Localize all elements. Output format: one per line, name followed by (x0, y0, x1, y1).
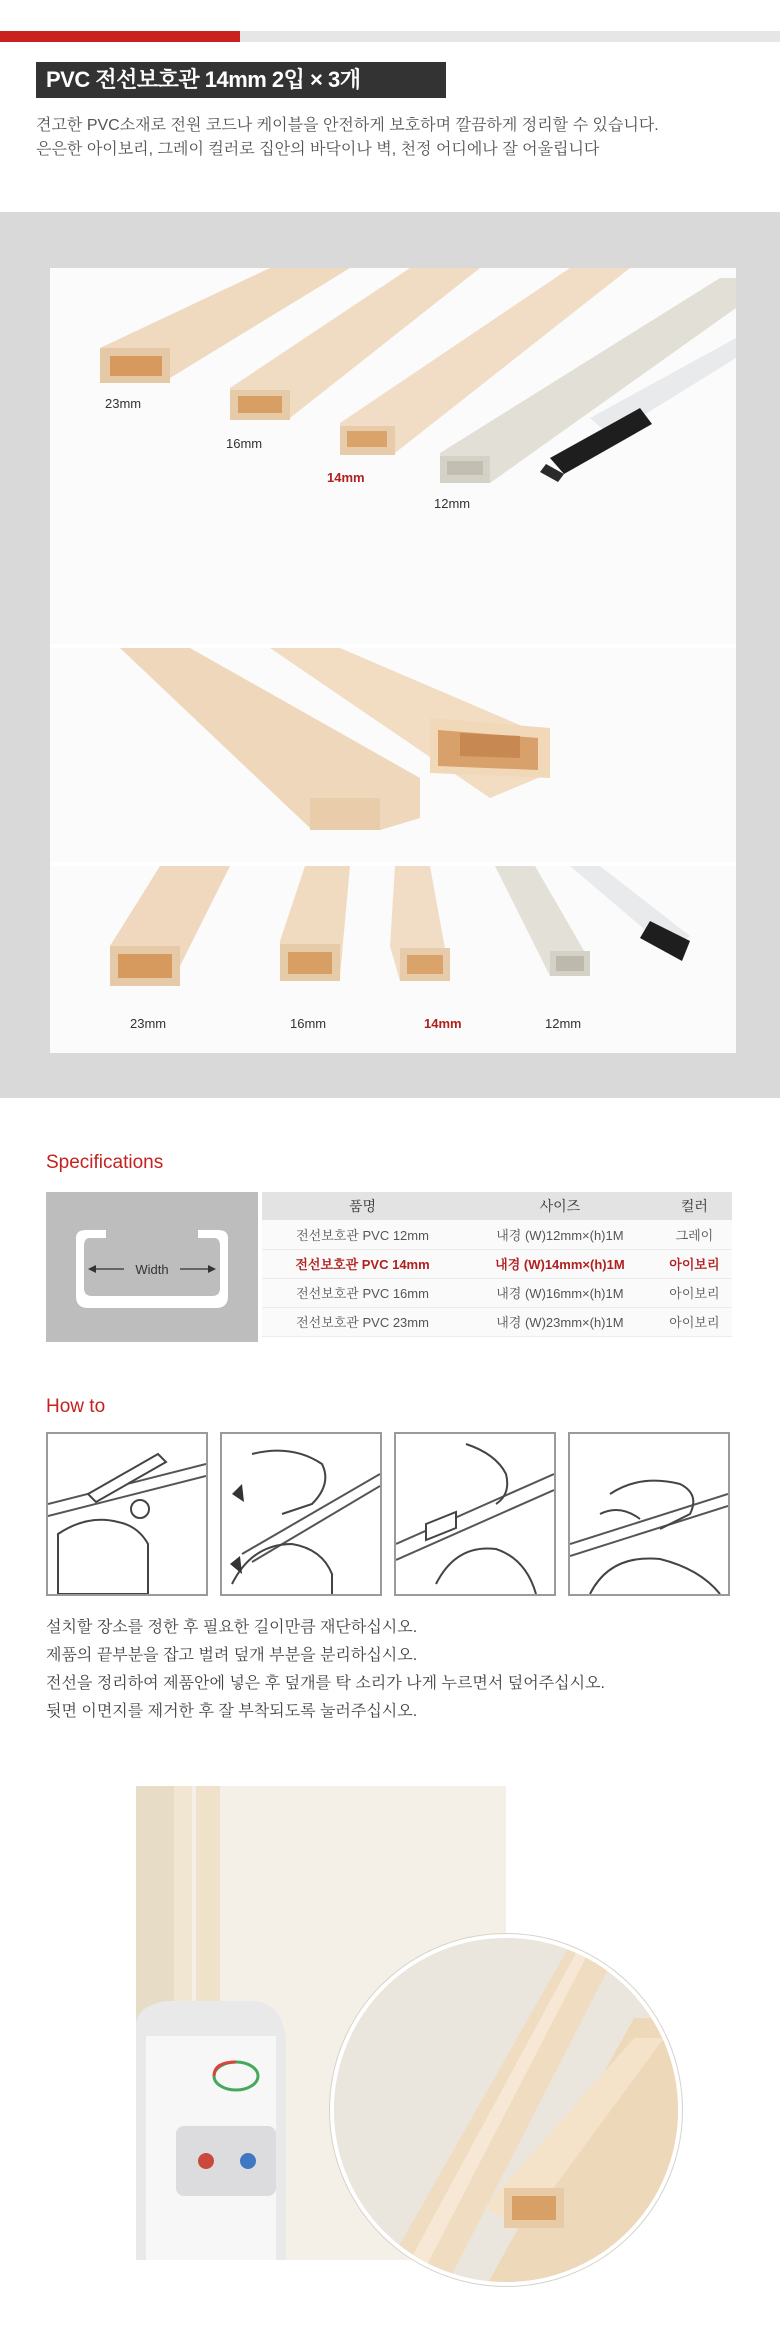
instruction-step-4: 뒷면 이면지를 제거한 후 잘 부착되도록 눌러주십시오. (46, 1703, 418, 1720)
step-4-illustration (568, 1432, 730, 1596)
size-label-16mm: 16mm (226, 436, 263, 451)
cell-color: 아이보리 (657, 1307, 732, 1336)
col-size: 사이즈 (463, 1192, 657, 1220)
gallery-panel-sizes (50, 268, 736, 644)
cell-color: 아이보리 (657, 1278, 732, 1307)
col-color: 컬러 (657, 1192, 732, 1220)
wiring-icon (396, 1434, 554, 1594)
width-diagram (46, 1192, 258, 1342)
top-accent-bar (0, 31, 780, 42)
howto-instructions (46, 1614, 746, 1726)
table-row (262, 1220, 732, 1249)
product-title: PVC 전선보호관 14mm 2입 × 3개 (36, 62, 446, 98)
step-1-illustration (46, 1432, 208, 1596)
cell-color: 아이보리 (657, 1249, 732, 1278)
duct-cross-section-icon (46, 1192, 258, 1342)
table-row (262, 1278, 732, 1307)
step-2-illustration (220, 1432, 382, 1596)
cell-size: 내경 (W)23mm×(h)1M (463, 1307, 657, 1336)
table-row-highlight (262, 1249, 732, 1278)
cell-size: 내경 (W)12mm×(h)1M (463, 1220, 657, 1249)
product-description (36, 114, 756, 162)
end-label-16mm: 16mm (290, 1016, 327, 1031)
duct-closeup-illustration (50, 648, 736, 862)
size-label-23mm: 23mm (105, 396, 142, 411)
duct-lineup-illustration (50, 268, 736, 644)
top-bar-gray (240, 31, 780, 42)
separating-icon (222, 1434, 380, 1594)
howto-title: How to (46, 1396, 106, 1417)
attaching-icon (570, 1434, 728, 1594)
cutting-icon (48, 1434, 206, 1594)
size-label-12mm: 12mm (434, 496, 471, 511)
howto-steps-illustrations (46, 1432, 732, 1596)
cell-name: 전선보호관 PVC 23mm (262, 1307, 463, 1336)
cell-size: 내경 (W)16mm×(h)1M (463, 1278, 657, 1307)
table-row (262, 1307, 732, 1336)
product-gallery (50, 268, 736, 1053)
step-3-illustration (394, 1432, 556, 1596)
description-line-2: 은은한 아이보리, 그레이 컬러로 집안의 바닥이나 벽, 천정 어디에나 잘 어울립니다 (36, 141, 600, 158)
cell-name: 전선보호관 PVC 14mm (262, 1249, 463, 1278)
top-bar-red (0, 31, 240, 42)
size-label-14mm: 14mm (327, 470, 365, 485)
specifications-title: Specifications (46, 1152, 164, 1173)
gallery-panel-ends (50, 866, 736, 1053)
spec-table (262, 1192, 732, 1337)
end-label-14mm: 14mm (424, 1016, 462, 1031)
gallery-panel-closeup (50, 648, 736, 862)
col-name: 품명 (262, 1192, 463, 1220)
width-label: Width (135, 1262, 169, 1277)
end-label-12mm: 12mm (545, 1016, 582, 1031)
end-label-23mm: 23mm (130, 1016, 167, 1031)
description-line-1: 견고한 PVC소재로 전원 코드나 케이블을 안전하게 보호하며 깔끔하게 정리할 수 있습니다. (36, 117, 659, 134)
cell-name: 전선보호관 PVC 12mm (262, 1220, 463, 1249)
cell-size: 내경 (W)14mm×(h)1M (463, 1249, 657, 1278)
cell-name: 전선보호관 PVC 16mm (262, 1278, 463, 1307)
instruction-step-2: 제품의 끝부분을 잡고 벌려 덮개 부분을 분리하십시오. (46, 1647, 418, 1664)
spec-header-row (262, 1192, 732, 1220)
instruction-step-3: 전선을 정리하여 제품안에 넣은 후 덮개를 탁 소리가 나게 누르면서 덮어주십시오. (46, 1675, 605, 1692)
instruction-step-1: 설치할 장소를 정한 후 필요한 길이만큼 재단하십시오. (46, 1619, 418, 1636)
duct-zoom-illustration (334, 1938, 682, 2286)
cell-color: 그레이 (657, 1220, 732, 1249)
duct-zoom-circle (330, 1934, 682, 2286)
